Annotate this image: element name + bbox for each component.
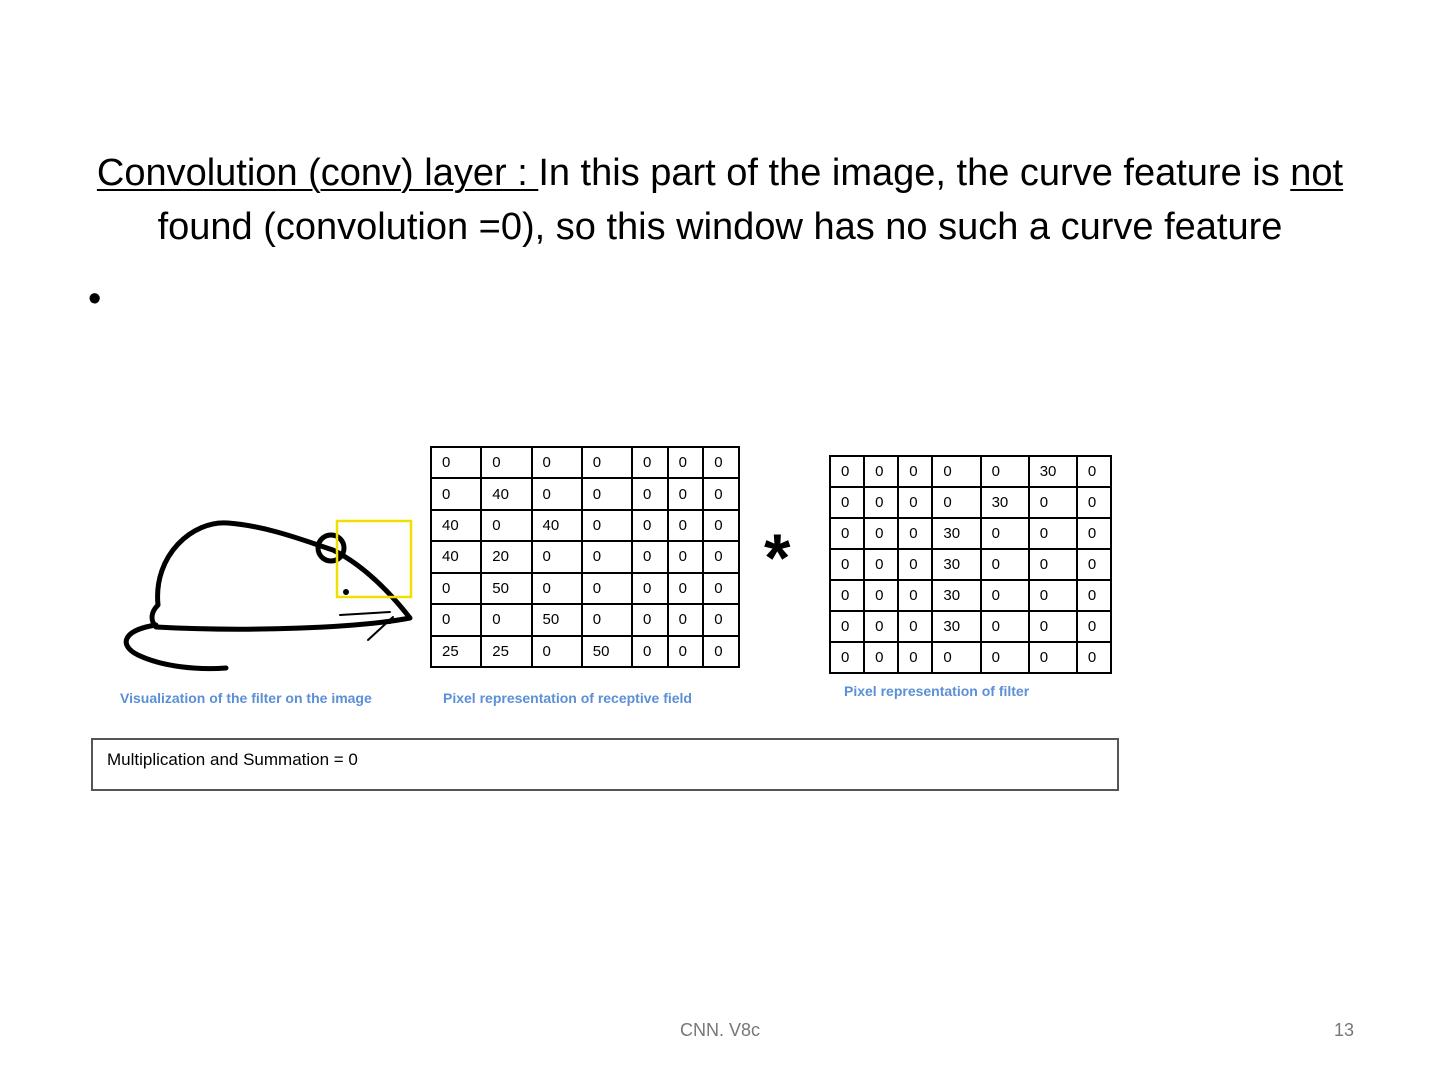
mouse-illustration bbox=[118, 510, 418, 675]
receptive-field-cell: 40 bbox=[431, 541, 481, 572]
filter-cell: 0 bbox=[830, 518, 864, 549]
filter-cell: 0 bbox=[830, 487, 864, 518]
receptive-field-cell: 50 bbox=[481, 573, 531, 604]
filter-cell: 0 bbox=[1029, 518, 1077, 549]
receptive-field-row bbox=[431, 478, 739, 509]
filter-cell: 30 bbox=[932, 518, 980, 549]
receptive-field-cell: 0 bbox=[582, 604, 632, 635]
filter-cell: 0 bbox=[830, 611, 864, 642]
filter-cell: 0 bbox=[898, 580, 932, 611]
filter-cell: 0 bbox=[864, 456, 898, 487]
filter-cell: 0 bbox=[898, 487, 932, 518]
filter-cell: 0 bbox=[1077, 487, 1111, 518]
receptive-field-cell: 0 bbox=[431, 604, 481, 635]
receptive-field-cell: 0 bbox=[431, 478, 481, 509]
receptive-field-cell: 0 bbox=[703, 604, 739, 635]
filter-cell: 0 bbox=[981, 549, 1029, 580]
filter-cell: 0 bbox=[864, 642, 898, 673]
receptive-field-cell: 0 bbox=[532, 541, 582, 572]
filter-row bbox=[830, 642, 1111, 673]
title-part2: found (convolution =0), so this window has no such a curve feature bbox=[157, 206, 1283, 248]
receptive-field-cell: 0 bbox=[532, 573, 582, 604]
receptive-field-cell: 40 bbox=[532, 510, 582, 541]
filter-cell: 0 bbox=[1077, 580, 1111, 611]
receptive-field-cell: 0 bbox=[703, 447, 739, 478]
receptive-field-grid bbox=[430, 446, 740, 668]
receptive-field-cell: 0 bbox=[582, 541, 632, 572]
receptive-field-cell: 0 bbox=[703, 573, 739, 604]
filter-cell: 0 bbox=[1029, 611, 1077, 642]
summation-result-box: Multiplication and Summation = 0 bbox=[91, 738, 1119, 791]
title-underlined: Convolution (conv) layer : bbox=[96, 152, 539, 194]
receptive-field-cell: 0 bbox=[481, 604, 531, 635]
receptive-field-cell: 0 bbox=[632, 541, 668, 572]
receptive-field-cell: 0 bbox=[582, 510, 632, 541]
receptive-field-cell: 0 bbox=[431, 447, 481, 478]
receptive-field-cell: 0 bbox=[532, 636, 582, 667]
mouse-tail bbox=[126, 625, 226, 669]
filter-cell: 0 bbox=[1029, 487, 1077, 518]
receptive-field-cell: 0 bbox=[668, 573, 704, 604]
filter-row bbox=[830, 580, 1111, 611]
title-part1: In this part of the image, the curve feature is bbox=[538, 152, 1291, 194]
receptive-field-cell: 0 bbox=[703, 510, 739, 541]
filter-cell: 0 bbox=[932, 456, 980, 487]
filter-cell: 0 bbox=[932, 642, 980, 673]
receptive-field-cell: 0 bbox=[668, 541, 704, 572]
filter-cell: 0 bbox=[830, 642, 864, 673]
receptive-field-cell: 40 bbox=[481, 478, 531, 509]
receptive-field-cell: 0 bbox=[632, 604, 668, 635]
receptive-field-cell: 50 bbox=[532, 604, 582, 635]
caption-receptive-field: Pixel representation of receptive field bbox=[443, 690, 692, 706]
mouse-eye bbox=[343, 589, 349, 595]
receptive-field-cell: 0 bbox=[582, 478, 632, 509]
receptive-field-cell: 0 bbox=[431, 573, 481, 604]
receptive-field-cell: 0 bbox=[532, 478, 582, 509]
receptive-field-row bbox=[431, 510, 739, 541]
receptive-field-cell: 40 bbox=[431, 510, 481, 541]
filter-cell: 0 bbox=[981, 611, 1029, 642]
filter-row bbox=[830, 456, 1111, 487]
bullet-point: • bbox=[88, 278, 102, 320]
filter-cell: 0 bbox=[981, 518, 1029, 549]
receptive-field-row bbox=[431, 573, 739, 604]
filter-cell: 0 bbox=[1029, 580, 1077, 611]
title-not: not bbox=[1290, 152, 1344, 194]
filter-cell: 0 bbox=[830, 549, 864, 580]
footer-label: CNN. V8c bbox=[679, 1020, 760, 1040]
filter-row bbox=[830, 611, 1111, 642]
receptive-field-cell: 0 bbox=[632, 447, 668, 478]
receptive-field-cell: 50 bbox=[582, 636, 632, 667]
filter-row bbox=[830, 549, 1111, 580]
filter-cell: 0 bbox=[898, 456, 932, 487]
filter-cell: 0 bbox=[1077, 611, 1111, 642]
page-number: 13 bbox=[1333, 1020, 1354, 1040]
caption-visualization: Visualization of the filter on the image bbox=[120, 690, 372, 706]
receptive-field-row bbox=[431, 447, 739, 478]
receptive-field-cell: 0 bbox=[632, 478, 668, 509]
filter-cell: 0 bbox=[830, 580, 864, 611]
receptive-field-cell: 0 bbox=[481, 510, 531, 541]
filter-cell: 0 bbox=[830, 456, 864, 487]
receptive-field-cell: 0 bbox=[632, 510, 668, 541]
filter-cell: 0 bbox=[898, 611, 932, 642]
filter-cell: 0 bbox=[864, 549, 898, 580]
filter-cell: 0 bbox=[898, 642, 932, 673]
filter-cell: 0 bbox=[898, 549, 932, 580]
filter-cell: 0 bbox=[898, 518, 932, 549]
filter-cell: 0 bbox=[864, 518, 898, 549]
filter-cell: 30 bbox=[932, 611, 980, 642]
receptive-field-cell: 0 bbox=[668, 604, 704, 635]
receptive-field-cell: 0 bbox=[668, 478, 704, 509]
receptive-field-cell: 0 bbox=[582, 447, 632, 478]
filter-cell: 0 bbox=[1029, 642, 1077, 673]
receptive-field-cell: 0 bbox=[668, 636, 704, 667]
filter-cell: 30 bbox=[1029, 456, 1077, 487]
filter-cell: 0 bbox=[864, 580, 898, 611]
convolution-operator: * bbox=[764, 520, 791, 596]
receptive-field-cell: 0 bbox=[632, 636, 668, 667]
receptive-field-cell: 25 bbox=[431, 636, 481, 667]
receptive-field-cell: 25 bbox=[481, 636, 531, 667]
receptive-field-cell: 0 bbox=[582, 573, 632, 604]
filter-cell: 0 bbox=[1077, 456, 1111, 487]
filter-cell: 0 bbox=[1029, 549, 1077, 580]
slide-title bbox=[90, 146, 1350, 254]
receptive-field-cell: 0 bbox=[703, 541, 739, 572]
receptive-field-cell: 0 bbox=[703, 636, 739, 667]
filter-cell: 0 bbox=[1077, 518, 1111, 549]
receptive-field-cell: 0 bbox=[632, 573, 668, 604]
filter-cell: 30 bbox=[932, 580, 980, 611]
filter-cell: 0 bbox=[932, 487, 980, 518]
filter-cell: 30 bbox=[981, 487, 1029, 518]
receptive-field-cell: 0 bbox=[668, 510, 704, 541]
filter-cell: 0 bbox=[1077, 642, 1111, 673]
filter-grid bbox=[829, 455, 1112, 674]
filter-row bbox=[830, 487, 1111, 518]
receptive-field-cell: 20 bbox=[481, 541, 531, 572]
filter-cell: 0 bbox=[864, 611, 898, 642]
receptive-field-cell: 0 bbox=[532, 447, 582, 478]
filter-cell: 0 bbox=[981, 456, 1029, 487]
receptive-field-row bbox=[431, 541, 739, 572]
receptive-field-row bbox=[431, 636, 739, 667]
filter-cell: 0 bbox=[1077, 549, 1111, 580]
receptive-field-cell: 0 bbox=[481, 447, 531, 478]
receptive-field-row bbox=[431, 604, 739, 635]
filter-cell: 0 bbox=[864, 487, 898, 518]
receptive-field-cell: 0 bbox=[703, 478, 739, 509]
caption-filter: Pixel representation of filter bbox=[844, 683, 1030, 699]
filter-cell: 0 bbox=[981, 642, 1029, 673]
filter-row bbox=[830, 518, 1111, 549]
filter-cell: 0 bbox=[981, 580, 1029, 611]
filter-cell: 30 bbox=[932, 549, 980, 580]
receptive-field-cell: 0 bbox=[668, 447, 704, 478]
